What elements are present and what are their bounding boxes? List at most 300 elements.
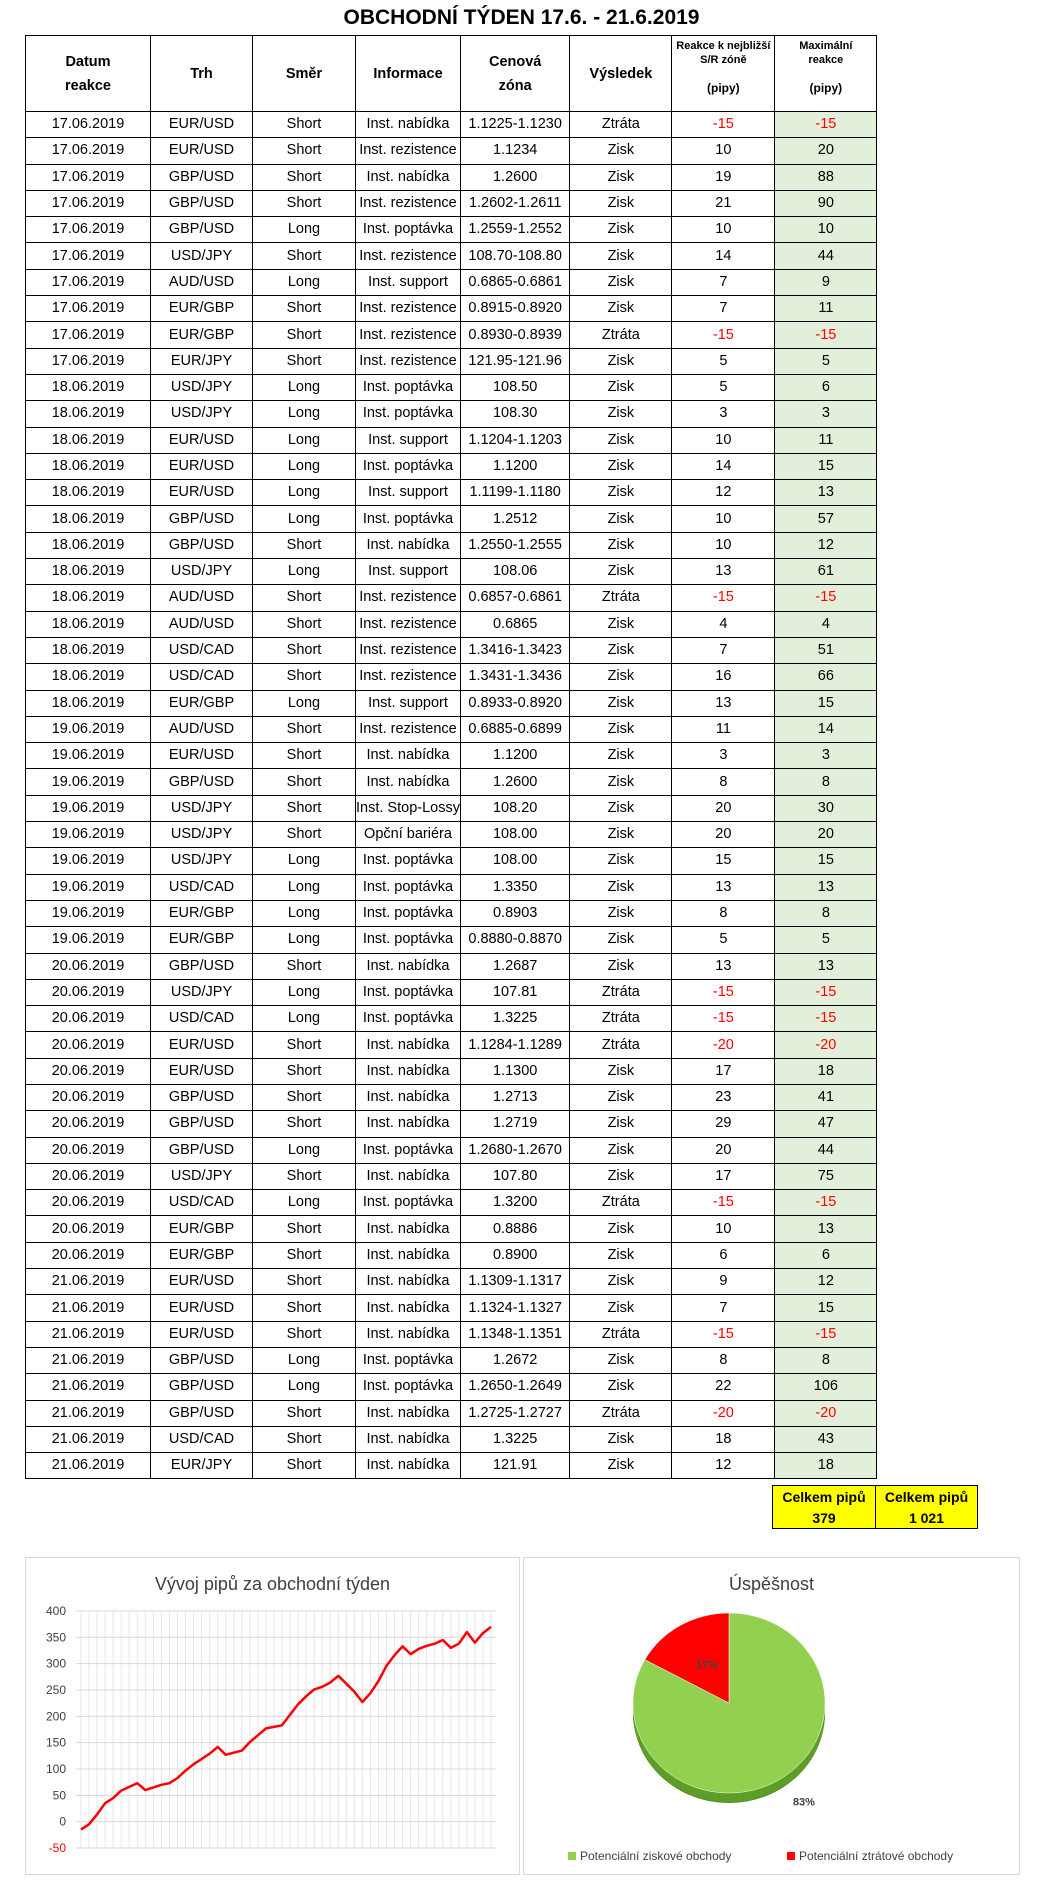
y-tick-label: 100 xyxy=(45,1762,66,1776)
cell-cenova-zona: 107.81 xyxy=(460,979,569,1005)
cell-max: -15 xyxy=(775,322,877,348)
cell-informace: Inst. poptávka xyxy=(356,874,461,900)
cell-cenova-zona: 1.2687 xyxy=(460,953,569,979)
cell-reakce: 10 xyxy=(672,532,775,558)
cell-max: -15 xyxy=(775,1321,877,1347)
cell-reakce: -15 xyxy=(672,979,775,1005)
cell-smer: Short xyxy=(253,243,356,269)
y-tick-label: 350 xyxy=(45,1630,66,1645)
cell-datum: 19.06.2019 xyxy=(26,795,151,821)
cell-max: 18 xyxy=(775,1058,877,1084)
table-row xyxy=(26,532,877,558)
table-row xyxy=(26,1216,877,1242)
cell-informace: Inst. support xyxy=(356,269,461,295)
cell-vysledek: Zisk xyxy=(570,453,672,479)
cell-vysledek: Ztráta xyxy=(570,1032,672,1058)
cell-trh: EUR/USD xyxy=(151,453,253,479)
table-body xyxy=(26,112,877,1479)
cell-reakce: 8 xyxy=(672,769,775,795)
cell-max: 57 xyxy=(775,506,877,532)
header-trh: Trh xyxy=(151,36,253,112)
cell-smer: Short xyxy=(253,1163,356,1189)
cell-smer: Long xyxy=(253,1190,356,1216)
cell-max: 51 xyxy=(775,637,877,663)
cell-trh: USD/JPY xyxy=(151,1163,253,1189)
cell-max: 13 xyxy=(775,953,877,979)
cell-reakce: 13 xyxy=(672,690,775,716)
cell-max: 8 xyxy=(775,1347,877,1373)
cell-cenova-zona: 1.1284-1.1289 xyxy=(460,1032,569,1058)
cell-datum: 18.06.2019 xyxy=(26,664,151,690)
table-row xyxy=(26,480,877,506)
cell-informace: Inst. poptávka xyxy=(356,1190,461,1216)
cell-vysledek: Zisk xyxy=(570,1111,672,1137)
cell-cenova-zona: 1.2672 xyxy=(460,1347,569,1373)
cell-trh: EUR/USD xyxy=(151,480,253,506)
line-chart-title: Vývoj pipů za obchodní týden xyxy=(154,1574,391,1594)
table-row xyxy=(26,1190,877,1216)
cell-informace: Inst. rezistence xyxy=(356,664,461,690)
cell-reakce: -15 xyxy=(672,1321,775,1347)
header-max-label: Maximální reakce xyxy=(799,40,853,66)
cell-smer: Short xyxy=(253,1426,356,1452)
cell-cenova-zona: 1.3350 xyxy=(460,874,569,900)
cell-vysledek: Zisk xyxy=(570,1137,672,1163)
cell-cenova-zona: 0.8933-0.8920 xyxy=(460,690,569,716)
cell-cenova-zona: 1.2680-1.2670 xyxy=(460,1137,569,1163)
line-chart xyxy=(26,1558,519,1874)
header-vysledek: Výsledek xyxy=(570,36,672,112)
legend-swatch-win xyxy=(568,1852,576,1860)
cell-trh: EUR/GBP xyxy=(151,1216,253,1242)
cell-informace: Inst. poptávka xyxy=(356,979,461,1005)
table-row xyxy=(26,1347,877,1373)
cell-datum: 20.06.2019 xyxy=(26,1032,151,1058)
cell-vysledek: Zisk xyxy=(570,1058,672,1084)
cell-smer: Short xyxy=(253,822,356,848)
cell-smer: Long xyxy=(253,1374,356,1400)
table-row xyxy=(26,1374,877,1400)
cell-informace: Inst. poptávka xyxy=(356,453,461,479)
cell-informace: Inst. poptávka xyxy=(356,900,461,926)
cell-cenova-zona: 107.80 xyxy=(460,1163,569,1189)
cell-smer: Short xyxy=(253,585,356,611)
cell-trh: GBP/USD xyxy=(151,1400,253,1426)
cell-max: -20 xyxy=(775,1400,877,1426)
cell-max: 6 xyxy=(775,374,877,400)
cell-datum: 21.06.2019 xyxy=(26,1400,151,1426)
cell-cenova-zona: 0.8900 xyxy=(460,1242,569,1268)
cell-informace: Inst. Stop-Lossy xyxy=(356,795,461,821)
cell-max: 75 xyxy=(775,1163,877,1189)
cell-max: 106 xyxy=(775,1374,877,1400)
cell-datum: 20.06.2019 xyxy=(26,979,151,1005)
cell-vysledek: Zisk xyxy=(570,1347,672,1373)
cell-reakce: 3 xyxy=(672,401,775,427)
cell-smer: Short xyxy=(253,1321,356,1347)
cell-cenova-zona: 1.1200 xyxy=(460,453,569,479)
cell-cenova-zona: 1.2650-1.2649 xyxy=(460,1374,569,1400)
cell-datum: 18.06.2019 xyxy=(26,427,151,453)
cell-reakce: 20 xyxy=(672,822,775,848)
table-row xyxy=(26,1137,877,1163)
cell-informace: Inst. poptávka xyxy=(356,848,461,874)
cell-reakce: 16 xyxy=(672,664,775,690)
table-row xyxy=(26,269,877,295)
cell-smer: Short xyxy=(253,1242,356,1268)
cell-smer: Long xyxy=(253,401,356,427)
cell-trh: USD/JPY xyxy=(151,401,253,427)
cell-vysledek: Zisk xyxy=(570,164,672,190)
cell-vysledek: Ztráta xyxy=(570,1400,672,1426)
cell-vysledek: Zisk xyxy=(570,1426,672,1452)
cell-datum: 18.06.2019 xyxy=(26,585,151,611)
cell-trh: EUR/USD xyxy=(151,743,253,769)
cell-max: -15 xyxy=(775,979,877,1005)
table-row xyxy=(26,559,877,585)
cell-informace: Inst. nabídka xyxy=(356,1321,461,1347)
cell-trh: EUR/USD xyxy=(151,138,253,164)
cell-cenova-zona: 1.3225 xyxy=(460,1006,569,1032)
cell-informace: Inst. nabídka xyxy=(356,1163,461,1189)
cell-smer: Short xyxy=(253,1216,356,1242)
table-row xyxy=(26,874,877,900)
pie-chart xyxy=(524,1558,1019,1874)
cell-max: -15 xyxy=(775,1190,877,1216)
cell-vysledek: Zisk xyxy=(570,690,672,716)
table-row xyxy=(26,296,877,322)
header-smer: Směr xyxy=(253,36,356,112)
cell-vysledek: Zisk xyxy=(570,217,672,243)
cell-reakce: 10 xyxy=(672,138,775,164)
cell-informace: Inst. poptávka xyxy=(356,374,461,400)
cell-trh: GBP/USD xyxy=(151,953,253,979)
cell-max: 11 xyxy=(775,296,877,322)
cell-smer: Short xyxy=(253,953,356,979)
cell-reakce: 10 xyxy=(672,1216,775,1242)
cell-trh: GBP/USD xyxy=(151,1374,253,1400)
cell-reakce: 14 xyxy=(672,453,775,479)
cell-smer: Short xyxy=(253,164,356,190)
cell-smer: Long xyxy=(253,848,356,874)
cell-max: 3 xyxy=(775,743,877,769)
cell-datum: 17.06.2019 xyxy=(26,164,151,190)
cell-trh: AUD/USD xyxy=(151,269,253,295)
cell-datum: 21.06.2019 xyxy=(26,1374,151,1400)
table-row xyxy=(26,900,877,926)
cell-cenova-zona: 0.8930-0.8939 xyxy=(460,322,569,348)
cell-informace: Inst. nabídka xyxy=(356,1269,461,1295)
cell-vysledek: Ztráta xyxy=(570,1321,672,1347)
table-row xyxy=(26,716,877,742)
cell-smer: Short xyxy=(253,664,356,690)
cell-datum: 21.06.2019 xyxy=(26,1321,151,1347)
cell-smer: Short xyxy=(253,1453,356,1479)
table-row xyxy=(26,217,877,243)
cell-trh: AUD/USD xyxy=(151,585,253,611)
cell-informace: Inst. nabídka xyxy=(356,953,461,979)
cell-datum: 21.06.2019 xyxy=(26,1347,151,1373)
cell-smer: Long xyxy=(253,506,356,532)
cell-cenova-zona: 0.6865 xyxy=(460,611,569,637)
y-tick-label: 300 xyxy=(45,1656,66,1671)
table-row xyxy=(26,927,877,953)
cell-smer: Short xyxy=(253,296,356,322)
cell-informace: Inst. poptávka xyxy=(356,1006,461,1032)
cell-reakce: 5 xyxy=(672,348,775,374)
cell-max: 44 xyxy=(775,1137,877,1163)
cell-trh: EUR/GBP xyxy=(151,296,253,322)
table-row xyxy=(26,1321,877,1347)
cell-smer: Short xyxy=(253,1084,356,1110)
cell-datum: 19.06.2019 xyxy=(26,716,151,742)
total-max-value: 1 021 xyxy=(908,1510,945,1526)
cell-smer: Long xyxy=(253,1137,356,1163)
cell-cenova-zona: 1.1199-1.1180 xyxy=(460,480,569,506)
header-reakce-unit: (pipy) xyxy=(707,81,740,95)
table-row xyxy=(26,848,877,874)
cell-informace: Inst. poptávka xyxy=(356,1374,461,1400)
cell-reakce: 13 xyxy=(672,874,775,900)
cell-vysledek: Zisk xyxy=(570,559,672,585)
cell-trh: EUR/USD xyxy=(151,1321,253,1347)
cell-trh: GBP/USD xyxy=(151,1347,253,1373)
cell-cenova-zona: 1.2550-1.2555 xyxy=(460,532,569,558)
cell-datum: 19.06.2019 xyxy=(26,900,151,926)
cell-informace: Inst. nabídka xyxy=(356,1400,461,1426)
cell-trh: USD/CAD xyxy=(151,664,253,690)
cell-informace: Inst. poptávka xyxy=(356,401,461,427)
y-tick-label: 150 xyxy=(45,1735,66,1750)
cell-informace: Inst. support xyxy=(356,690,461,716)
cell-vysledek: Zisk xyxy=(570,243,672,269)
cell-smer: Short xyxy=(253,743,356,769)
table-header-row xyxy=(26,36,877,112)
cell-max: 6 xyxy=(775,1242,877,1268)
cell-max: 61 xyxy=(775,559,877,585)
cell-max: 66 xyxy=(775,664,877,690)
cell-informace: Inst. poptávka xyxy=(356,927,461,953)
cell-vysledek: Zisk xyxy=(570,1163,672,1189)
header-reakce-label: Reakce k nejbližší S/R zóně xyxy=(676,40,771,66)
cell-cenova-zona: 108.50 xyxy=(460,374,569,400)
cell-reakce: 10 xyxy=(672,506,775,532)
line-chart-vgrid xyxy=(81,1611,491,1848)
cell-smer: Long xyxy=(253,900,356,926)
cell-datum: 17.06.2019 xyxy=(26,217,151,243)
cell-vysledek: Zisk xyxy=(570,190,672,216)
table-row xyxy=(26,690,877,716)
cell-trh: EUR/GBP xyxy=(151,322,253,348)
total-max-box xyxy=(875,1485,978,1529)
table-row xyxy=(26,953,877,979)
table-row xyxy=(26,1242,877,1268)
cell-datum: 17.06.2019 xyxy=(26,322,151,348)
table-row xyxy=(26,348,877,374)
cell-vysledek: Zisk xyxy=(570,506,672,532)
cell-datum: 18.06.2019 xyxy=(26,453,151,479)
table-row xyxy=(26,979,877,1005)
cell-smer: Long xyxy=(253,979,356,1005)
cell-max: 18 xyxy=(775,1453,877,1479)
cell-max: 15 xyxy=(775,848,877,874)
pie-label-win: 83% xyxy=(792,1796,815,1809)
cell-reakce: -15 xyxy=(672,112,775,138)
cell-datum: 20.06.2019 xyxy=(26,1111,151,1137)
total-max-label: Celkem pipů xyxy=(884,1489,969,1505)
cell-cenova-zona: 1.1234 xyxy=(460,138,569,164)
cell-smer: Short xyxy=(253,1111,356,1137)
cell-datum: 20.06.2019 xyxy=(26,1163,151,1189)
cell-cenova-zona: 1.3200 xyxy=(460,1190,569,1216)
cell-informace: Inst. nabídka xyxy=(356,1242,461,1268)
cell-vysledek: Ztráta xyxy=(570,1190,672,1216)
cell-vysledek: Zisk xyxy=(570,900,672,926)
cell-reakce: 23 xyxy=(672,1084,775,1110)
cell-smer: Short xyxy=(253,769,356,795)
cell-max: 10 xyxy=(775,217,877,243)
cell-trh: USD/CAD xyxy=(151,1190,253,1216)
table-row xyxy=(26,1453,877,1479)
cell-cenova-zona: 1.1204-1.1203 xyxy=(460,427,569,453)
cell-max: 20 xyxy=(775,822,877,848)
cell-reakce: 7 xyxy=(672,296,775,322)
cell-smer: Short xyxy=(253,716,356,742)
cell-informace: Inst. nabídka xyxy=(356,1032,461,1058)
cell-reakce: 3 xyxy=(672,743,775,769)
cell-smer: Short xyxy=(253,138,356,164)
cell-reakce: -15 xyxy=(672,1190,775,1216)
cell-trh: EUR/USD xyxy=(151,1269,253,1295)
cell-trh: EUR/USD xyxy=(151,1295,253,1321)
cell-vysledek: Ztráta xyxy=(570,112,672,138)
cell-datum: 18.06.2019 xyxy=(26,690,151,716)
cell-informace: Inst. poptávka xyxy=(356,1137,461,1163)
cell-informace: Inst. support xyxy=(356,427,461,453)
cell-cenova-zona: 108.06 xyxy=(460,559,569,585)
total-reakce-value: 379 xyxy=(812,1510,836,1526)
cell-reakce: -20 xyxy=(672,1032,775,1058)
cell-vysledek: Zisk xyxy=(570,611,672,637)
cell-trh: USD/CAD xyxy=(151,637,253,663)
cell-reakce: 20 xyxy=(672,795,775,821)
cell-smer: Short xyxy=(253,1058,356,1084)
cell-trh: USD/JPY xyxy=(151,795,253,821)
cell-datum: 18.06.2019 xyxy=(26,480,151,506)
cell-reakce: 20 xyxy=(672,1137,775,1163)
cell-datum: 19.06.2019 xyxy=(26,927,151,953)
cell-vysledek: Zisk xyxy=(570,1084,672,1110)
table-row xyxy=(26,322,877,348)
cell-trh: GBP/USD xyxy=(151,1084,253,1110)
cell-trh: USD/CAD xyxy=(151,1006,253,1032)
cell-cenova-zona: 1.1324-1.1327 xyxy=(460,1295,569,1321)
cell-informace: Inst. rezistence xyxy=(356,138,461,164)
table-row xyxy=(26,795,877,821)
cell-cenova-zona: 1.1200 xyxy=(460,743,569,769)
pie-label-loss: 17% xyxy=(696,1659,719,1672)
legend-swatch-loss xyxy=(787,1852,795,1860)
cell-datum: 18.06.2019 xyxy=(26,401,151,427)
cell-informace: Inst. nabídka xyxy=(356,1084,461,1110)
cell-max: 12 xyxy=(775,1269,877,1295)
cell-cenova-zona: 0.6857-0.6861 xyxy=(460,585,569,611)
table-row xyxy=(26,1058,877,1084)
cell-reakce: 29 xyxy=(672,1111,775,1137)
cell-informace: Inst. poptávka xyxy=(356,217,461,243)
cell-cenova-zona: 0.6885-0.6899 xyxy=(460,716,569,742)
cell-cenova-zona: 1.2559-1.2552 xyxy=(460,217,569,243)
cell-vysledek: Ztráta xyxy=(570,979,672,1005)
cell-cenova-zona: 1.3431-1.3436 xyxy=(460,664,569,690)
cell-datum: 20.06.2019 xyxy=(26,1216,151,1242)
pie-chart-box xyxy=(523,1557,1020,1875)
cell-vysledek: Zisk xyxy=(570,427,672,453)
table-row xyxy=(26,453,877,479)
cell-vysledek: Zisk xyxy=(570,822,672,848)
cell-informace: Inst. nabídka xyxy=(356,112,461,138)
cell-trh: GBP/USD xyxy=(151,217,253,243)
cell-reakce: 11 xyxy=(672,716,775,742)
header-max xyxy=(775,36,877,112)
cell-reakce: 13 xyxy=(672,559,775,585)
cell-reakce: 6 xyxy=(672,1242,775,1268)
total-reakce-box xyxy=(772,1485,876,1529)
cell-datum: 19.06.2019 xyxy=(26,769,151,795)
cell-trh: USD/JPY xyxy=(151,374,253,400)
cell-reakce: 10 xyxy=(672,217,775,243)
cell-datum: 21.06.2019 xyxy=(26,1453,151,1479)
header-datum: Datum reakce xyxy=(26,36,151,112)
cell-max: 15 xyxy=(775,690,877,716)
table-row xyxy=(26,427,877,453)
table-row xyxy=(26,743,877,769)
cell-cenova-zona: 1.3416-1.3423 xyxy=(460,637,569,663)
cell-max: 90 xyxy=(775,190,877,216)
cell-trh: EUR/USD xyxy=(151,112,253,138)
cell-trh: EUR/GBP xyxy=(151,900,253,926)
table-row xyxy=(26,1426,877,1452)
cell-max: 14 xyxy=(775,716,877,742)
cell-trh: GBP/USD xyxy=(151,769,253,795)
cell-max: 47 xyxy=(775,1111,877,1137)
cell-informace: Inst. support xyxy=(356,559,461,585)
cell-informace: Inst. rezistence xyxy=(356,296,461,322)
cell-smer: Short xyxy=(253,348,356,374)
cell-smer: Short xyxy=(253,112,356,138)
cell-smer: Short xyxy=(253,322,356,348)
cell-trh: GBP/USD xyxy=(151,164,253,190)
cell-cenova-zona: 1.2713 xyxy=(460,1084,569,1110)
table-row xyxy=(26,1400,877,1426)
cell-datum: 17.06.2019 xyxy=(26,112,151,138)
cell-max: 88 xyxy=(775,164,877,190)
cell-reakce: 4 xyxy=(672,611,775,637)
cell-vysledek: Zisk xyxy=(570,532,672,558)
cell-smer: Long xyxy=(253,217,356,243)
table-row xyxy=(26,664,877,690)
series-line xyxy=(81,1627,491,1830)
cell-max: 43 xyxy=(775,1426,877,1452)
cell-reakce: -20 xyxy=(672,1400,775,1426)
cell-datum: 21.06.2019 xyxy=(26,1269,151,1295)
table-row xyxy=(26,1084,877,1110)
cell-cenova-zona: 1.2602-1.2611 xyxy=(460,190,569,216)
cell-datum: 18.06.2019 xyxy=(26,374,151,400)
cell-trh: EUR/USD xyxy=(151,1058,253,1084)
cell-reakce: 8 xyxy=(672,1347,775,1373)
cell-datum: 19.06.2019 xyxy=(26,822,151,848)
